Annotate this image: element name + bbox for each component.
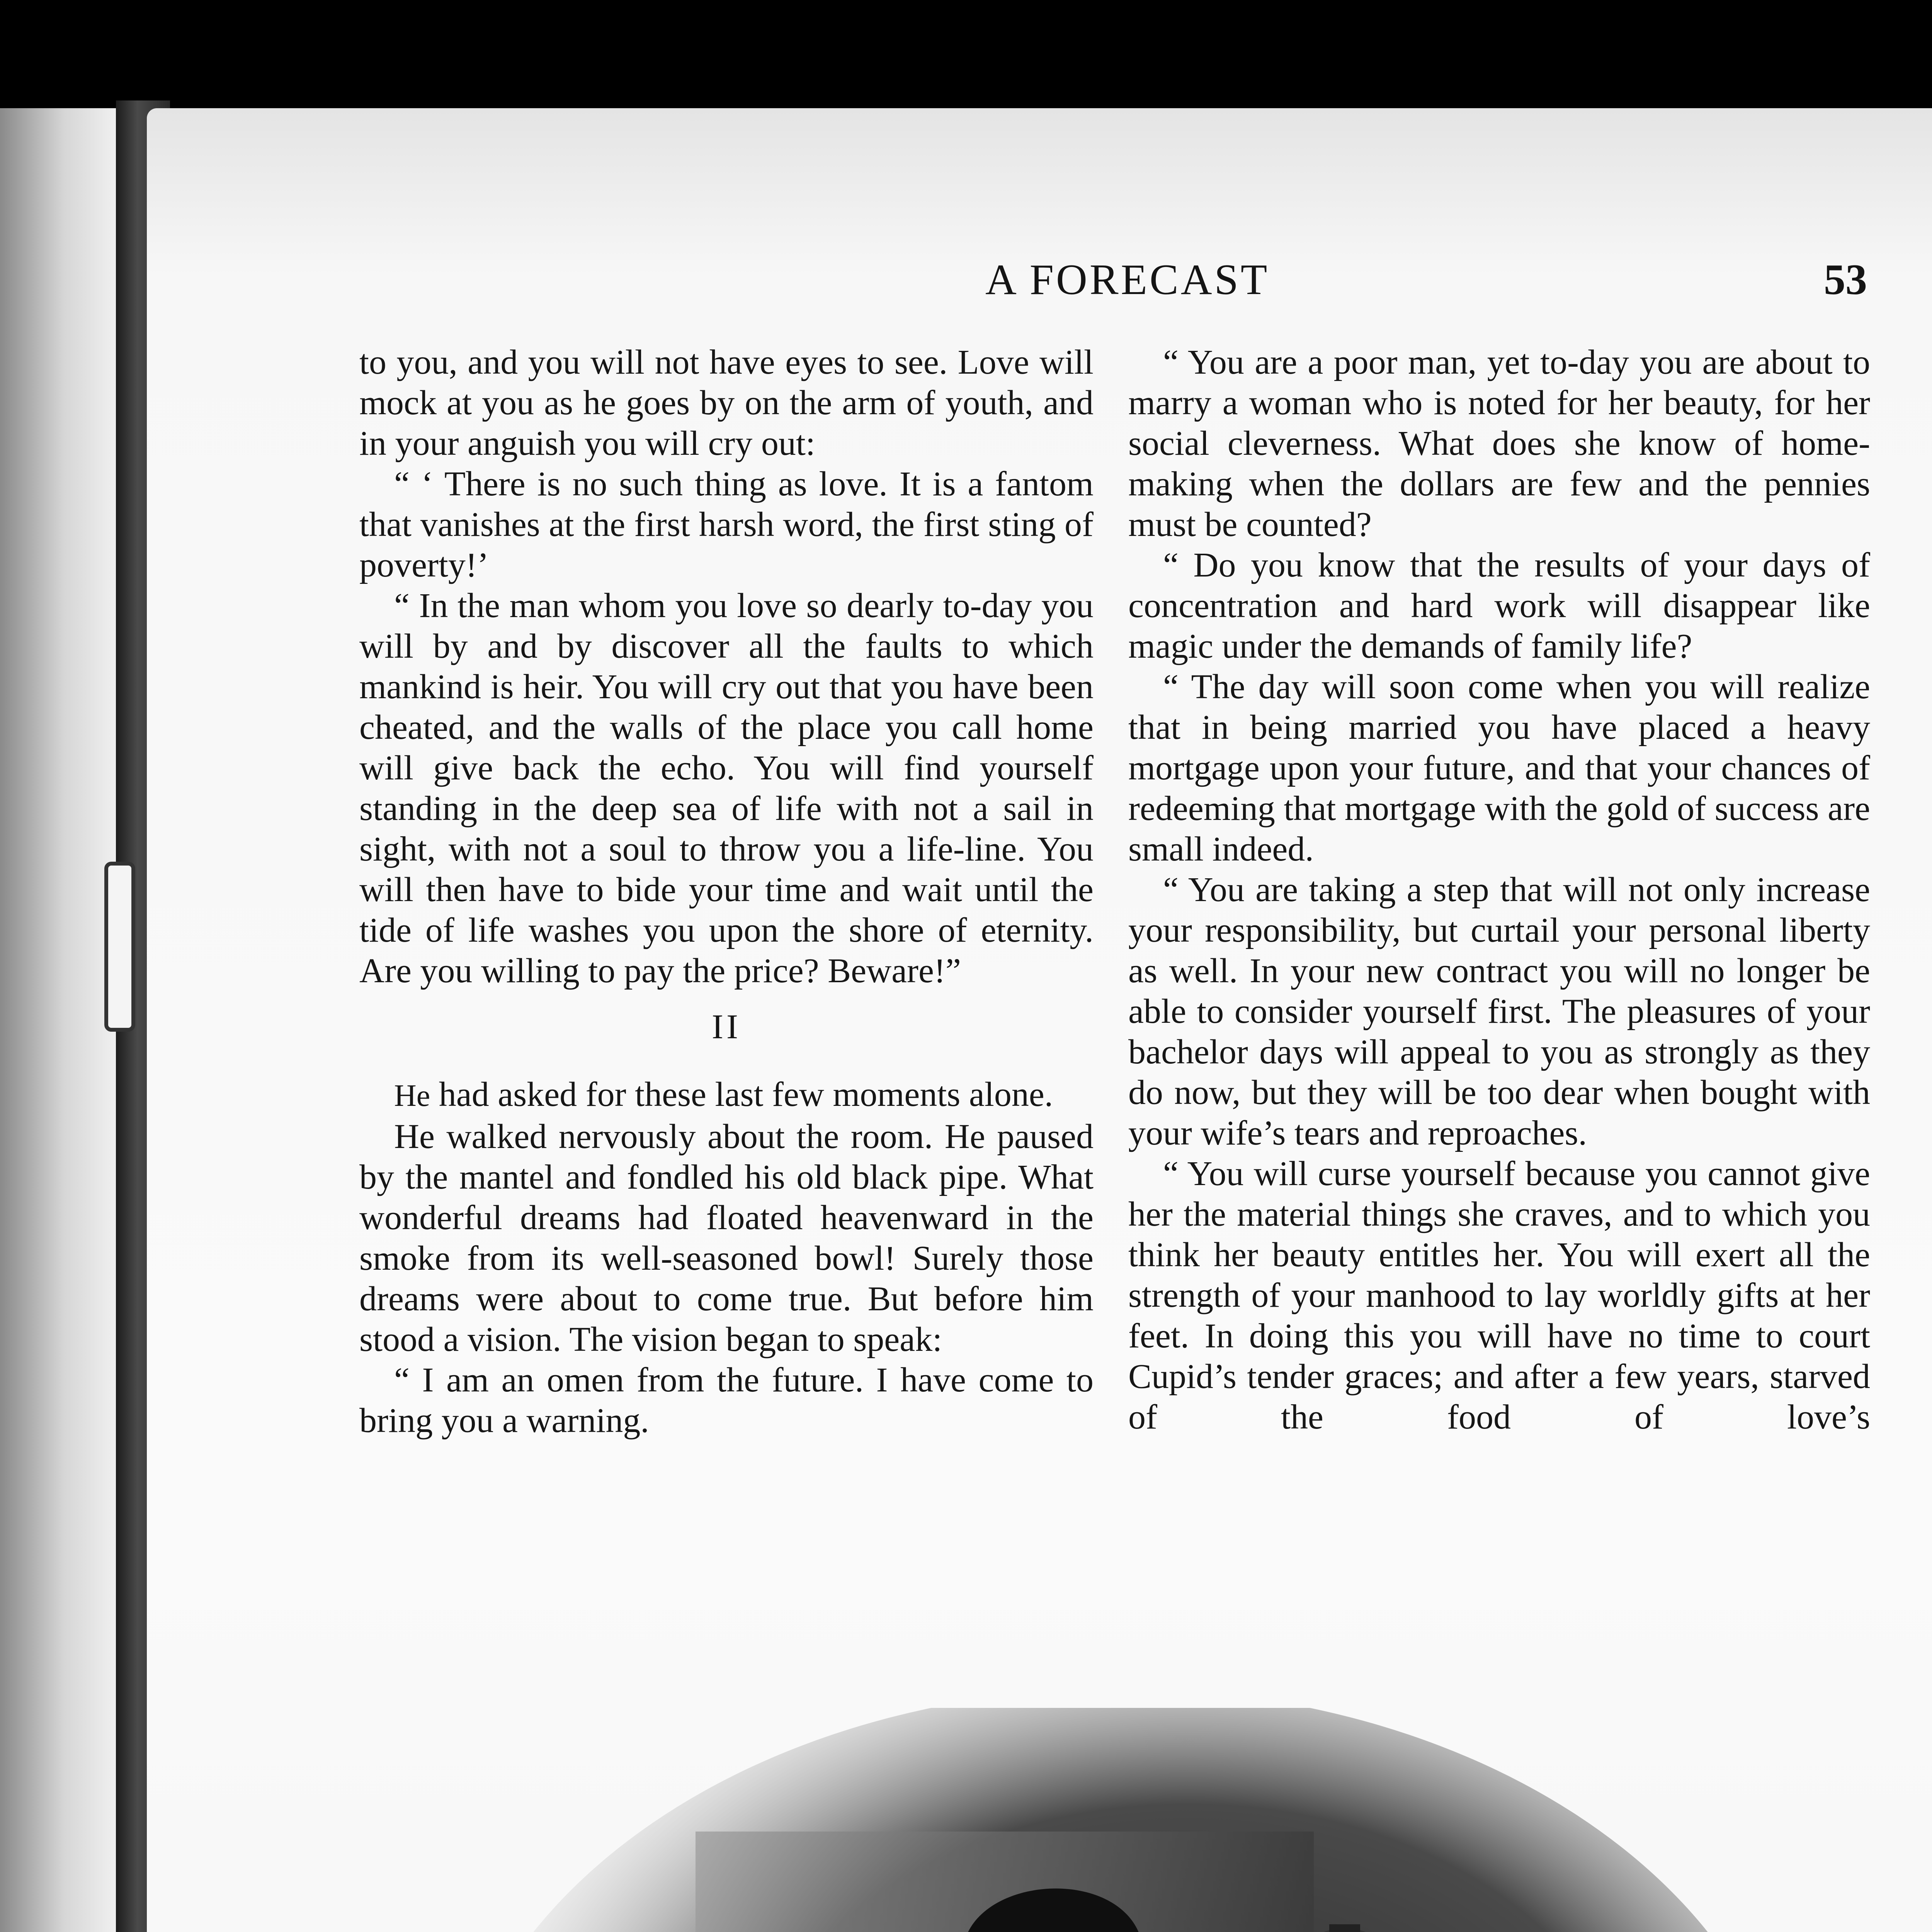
running-head-title: A FORECAST (985, 256, 1270, 304)
paragraph: “ Do you know that the results of your days of concentration and hard work will disappear like magic under the demands of family life? (1128, 546, 1870, 665)
page-number: 53 (1824, 256, 1867, 304)
paragraph-text: had asked for these last few moments alone. (430, 1075, 1053, 1114)
right-text-column (1128, 342, 1870, 1437)
paragraph: “ You are taking a step that will not only increase your responsibility, but curtail your personal liberty as well. In your new contract you will no longer be able to consider yourself first. The pleasures of your bachelor days will appeal to you as strongly as they do now, but they will be too dear when bought with your wife’s tears and reproaches. (1128, 871, 1870, 1152)
paragraph: “ I am an omen from the future. I have come to bring you a warning. (359, 1361, 1094, 1440)
paragraph: “ You are a poor man, yet to-day you are about to marry a woman who is noted for her beauty, for her social cleverness. What does she know of home-making when the dollars are few and the pennies must be counted? (1128, 343, 1870, 544)
staple-top (104, 862, 135, 1032)
small-caps-initial: He (394, 1079, 430, 1113)
paragraph (359, 1074, 1094, 1116)
paragraph: “ In the man whom you love so dearly to-day you will by and by discover all the faults to which mankind is heir. You will cry out that you have been cheated, and the walls of the place you call home will give back the echo. You will find yourself standing in the deep sea of life with not a sail in sight, with not a soul to throw you a life-line. You will then have to bide your time and wait until the tide of life washes you upon the shore of eternity. Are you willing to pay the price? Beware!” (359, 587, 1094, 990)
paragraph: “ ‘ There is no such thing as love. It is a fantom that vanishes at the first harsh word, the first sting of poverty!’ (359, 465, 1094, 584)
paragraph: He walked nervously about the room. He paused by the mantel and fondled his old black pipe. What wonderful dreams had floated heavenward in the smoke from its well-seasoned bowl! Surely those dreams were about to come true. But before him stood a vision. The vision began to speak: (359, 1117, 1094, 1359)
section-number: II (712, 1008, 741, 1046)
illustration-man-at-mantel (348, 1708, 1777, 1932)
paragraph: “ You will curse yourself because you cannot give her the material things she craves, and to which you think her beauty entitles her. You will exert all the strength of your manhood to lay worldly gifts at her feet. In doing this you will have no time to court Cupid’s tender graces; and after a few years, starved of the food of love’s (1128, 1155, 1870, 1436)
left-text-column (359, 342, 1094, 1441)
paragraph: to you, and you will not have eyes to see. Love will mock at you as he goes by on the arm of youth, and in your anguish you will cry out: (359, 343, 1094, 463)
paragraph: “ The day will soon come when you will realize that in being married you have placed a heavy mortgage upon your future, and that your chances of redeeming that mortgage with the gold of success are small indeed. (1128, 668, 1870, 868)
